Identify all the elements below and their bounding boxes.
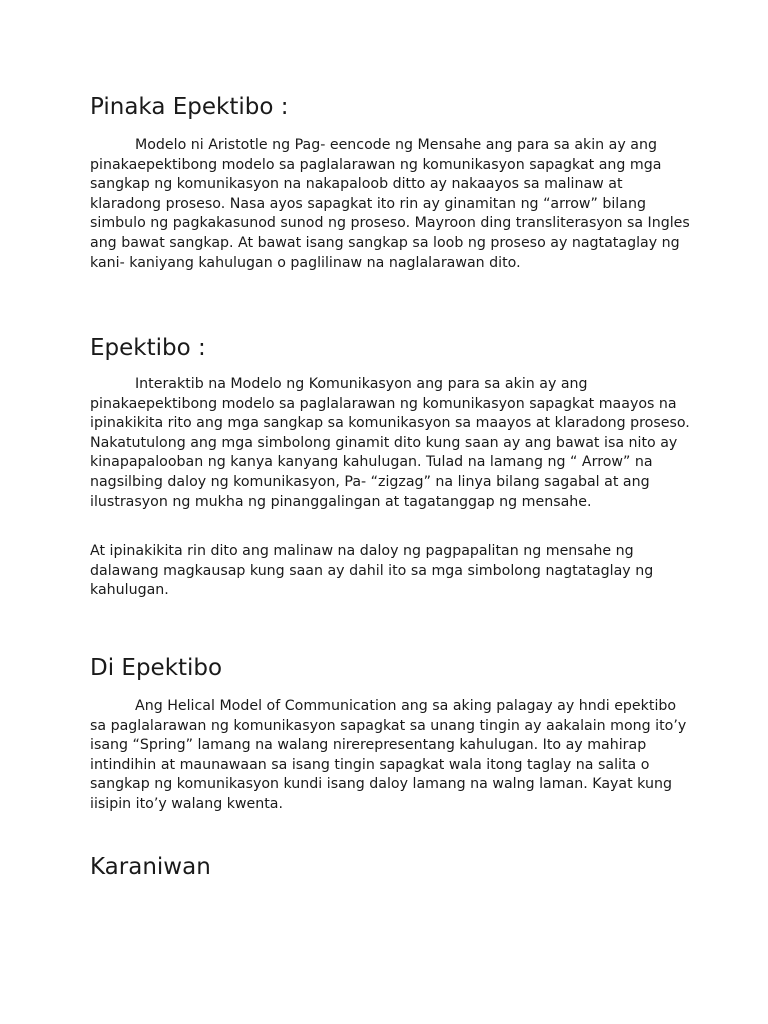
heading-di-epektibo: Di Epektibo (90, 655, 223, 681)
heading-pinaka-epektibo: Pinaka Epektibo : (90, 94, 289, 120)
paragraph-epektibo-1: Interaktib na Modelo ng Komunikasyon ang para sa akin ay ang pinakaepektibong modelo sa paglalarawan ng komunikasyon sapagkat maayos na ipinakikita rito ang mga sangkap sa komunikasyon sa maayos at klaradong proseso. Nakatutulong ang mga simbolong ginamit dito kung saan ay ang bawat isa nito ay kinapapalooban ng kanya kanyang kahulugan. Tulad na lamang ng “ Arrow” na nagsilbing daloy ng komunikasyon, Pa- “zigzag” na linya bilang sagabal at ang ilustrasyon ng mukha ng pinanggalingan at tagatanggap ng mensahe. (90, 376, 690, 510)
heading-epektibo: Epektibo : (90, 335, 206, 361)
paragraph-di-epektibo: Ang Helical Model of Communication ang sa aking palagay ay hndi epektibo sa paglalarawan ng komunikasyon sapagkat sa unang tingin ay aakalain mong ito’y isang “Spring” lamang na walang nirerepresentang kahulugan. Ito ay mahirap intindihin at maunawaan sa isang tingin sapagkat wala itong taglay na salita o sangkap ng komunikasyon kundi isang daloy lamang na walng laman. Kayat kung iisipin ito’y walang kwenta. (90, 698, 687, 812)
paragraph-pinaka-epektibo: Modelo ni Aristotle ng Pag- eencode ng Mensahe ang para sa akin ay ang pinakaepektibong modelo sa paglalarawan ng komunikasyon sapagkat ang mga sangkap ng komunikasyon na nakapaloob ditto ay nakaayos sa malinaw at klaradong proseso. Nasa ayos sapagkat ito rin ay ginamitan ng “arrow” bilang simbulo ng pagkakasunod sunod ng proseso. Mayroon ding transliterasyon sa Ingles ang bawat sangkap. At bawat isang sangkap sa loob ng proseso ay nagtataglay ng kani- kaniyang kahulugan o paglilinaw na naglalarawan dito. (90, 137, 690, 271)
paragraph-epektibo-2: At ipinakikita rin dito ang malinaw na daloy ng pagpapalitan ng mensahe ng dalawang magkausap kung saan ay dahil ito sa mga simbolong nagtataglay ng kahulugan. (90, 543, 654, 599)
heading-karaniwan: Karaniwan (90, 854, 211, 880)
